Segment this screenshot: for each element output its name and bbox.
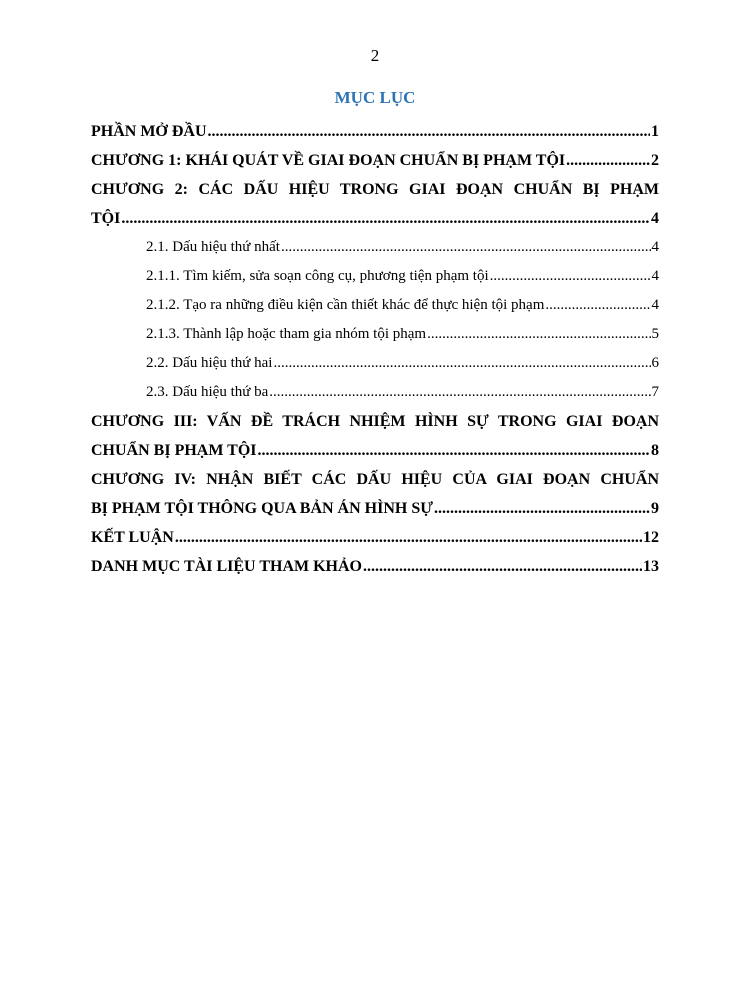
toc-entry-page-number: 1 [651,123,659,140]
dot-leader [121,204,650,233]
toc-entry-page-number: 13 [643,558,659,575]
toc-entry-title: TỘI [91,210,121,227]
dot-leader [175,523,642,552]
toc-entry-title: PHẦN MỞ ĐẦU [91,123,207,140]
toc-entry[interactable] [91,465,659,523]
toc-entry-page-number: 4 [651,268,659,284]
dot-leader [434,494,650,523]
toc-entry-page-number: 6 [651,355,659,371]
toc-entry-page-number: 8 [651,442,659,459]
toc-entry[interactable] [91,378,659,407]
toc-entry-title: 2.3. Dấu hiệu thứ ba [146,384,269,400]
toc-entry-title: 2.1.2. Tạo ra những điều kiện cần thiết khác để thực hiện tội phạm [146,297,545,313]
toc-entry-title-line: CHƯƠNG III: VẤN ĐỀ TRÁCH NHIỆM HÌNH SỰ TRONG GIAI ĐOẠN [91,413,659,430]
dot-leader [427,320,650,349]
toc-entry-page-number: 9 [651,500,659,517]
toc-entry-title: CHƯƠNG 1: KHÁI QUÁT VỀ GIAI ĐOẠN CHUẨN BỊ PHẠM TỘI [91,152,566,169]
page-number: 2 [370,46,380,65]
toc-entry[interactable] [91,407,659,465]
toc-entry[interactable] [91,320,659,349]
dot-leader [363,552,642,581]
toc-entry[interactable] [91,552,659,581]
toc-entry[interactable] [91,291,659,320]
toc-entry[interactable] [91,523,659,552]
toc-entry-title: KẾT LUẬN [91,529,174,546]
dot-leader [258,436,651,465]
toc-entry-page-number: 4 [651,297,659,313]
toc-entry-title: BỊ PHẠM TỘI THÔNG QUA BẢN ÁN HÌNH SỰ [91,500,433,517]
dot-leader [490,262,651,291]
toc-entry[interactable] [91,349,659,378]
toc-entry-page-number: 7 [651,384,659,400]
toc-entry-title: 2.2. Dấu hiệu thứ hai [146,355,273,371]
toc-entry-page-number: 2 [651,152,659,169]
toc-entry[interactable] [91,175,659,233]
toc-entry[interactable] [91,146,659,175]
dot-leader [281,233,651,262]
toc-title: MỤC LỤC [334,88,416,107]
toc-entry-title-line: CHƯƠNG IV: NHẬN BIẾT CÁC DẤU HIỆU CỦA GIAI ĐOẠN CHUẨN [91,471,659,488]
table-of-contents [91,117,659,581]
dot-leader [208,117,650,146]
toc-entry-page-number: 4 [651,210,659,227]
dot-leader [273,349,650,378]
dot-leader [566,146,650,175]
toc-entry-title: 2.1.3. Thành lập hoặc tham gia nhóm tội phạm [146,326,427,342]
toc-entry[interactable] [91,262,659,291]
toc-entry-page-number: 5 [651,326,659,342]
toc-entry-title: 2.1. Dấu hiệu thứ nhất [146,239,280,255]
toc-entry-title: CHUẨN BỊ PHẠM TỘI [91,442,257,459]
toc-entry[interactable] [91,233,659,262]
toc-entry-title-line: CHƯƠNG 2: CÁC DẤU HIỆU TRONG GIAI ĐOẠN CHUẨN BỊ PHẠM [91,181,659,198]
toc-entry-page-number: 4 [651,239,659,255]
toc-entry[interactable] [91,117,659,146]
dot-leader [545,291,650,320]
toc-entry-page-number: 12 [643,529,659,546]
toc-entry-title: DANH MỤC TÀI LIỆU THAM KHẢO [91,558,362,575]
dot-leader [269,378,650,407]
toc-entry-title: 2.1.1. Tìm kiếm, sửa soạn công cụ, phương tiện phạm tội [146,268,489,284]
